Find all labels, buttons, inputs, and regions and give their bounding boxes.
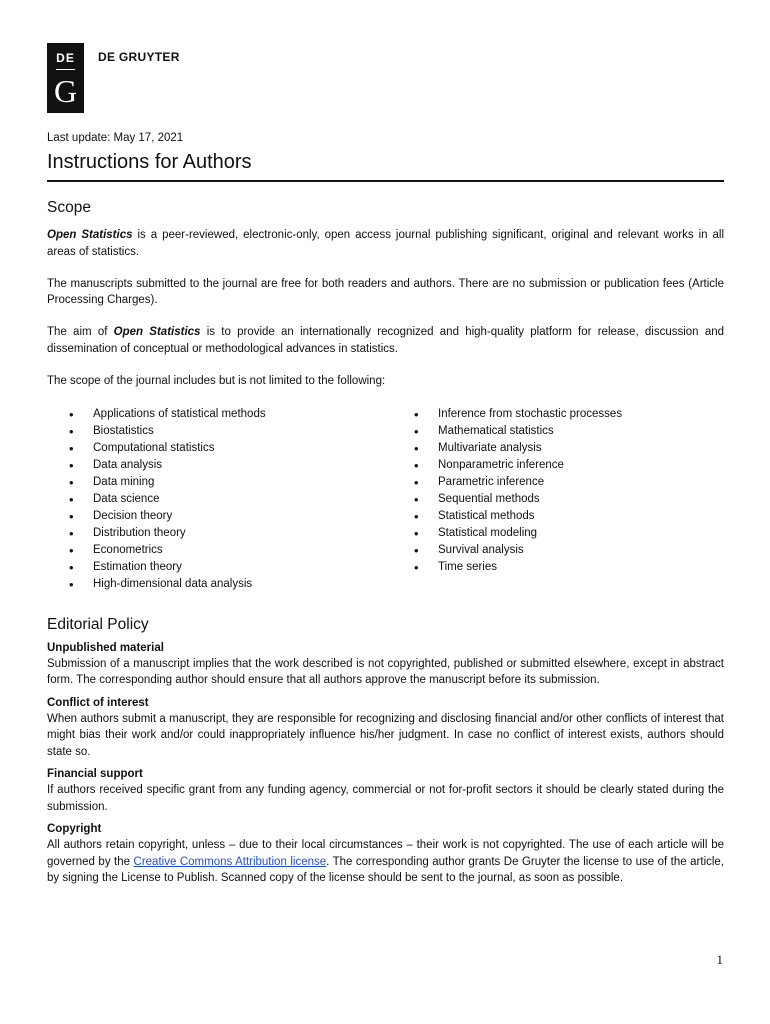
list-item: • Sequential methods [392, 491, 712, 508]
copyright-title: Copyright [47, 823, 102, 836]
copyright-text-pre: All authors retain copyright, unless – due to their local circumstances – their work is not copyrighted. The use of each article will be governed by the [47, 839, 724, 868]
list-item: • Data analysis [47, 457, 392, 474]
list-item: • Estimation theory [47, 559, 392, 576]
financial-support-text: If authors received specific grant from any funding agency, commercial or not for-profit sectors it should be clearly stated during the submission. [47, 784, 724, 813]
scope-paragraph-2: The manuscripts submitted to the journal are free for both readers and authors. There are no submission or publication fees (Article Processing Charges). [47, 277, 724, 306]
unpublished-material-text: Submission of a manuscript implies that the work described is not copyrighted, published or submitted elsewhere, except in abstract form. The corresponding author should ensure that all authors approve the manuscript before its submission. [47, 657, 724, 687]
list-item: • Mathematical statistics [392, 423, 712, 440]
topic-list-right [392, 406, 712, 594]
publisher-logo [47, 43, 84, 113]
document-body [47, 131, 724, 887]
list-item: • Survival analysis [392, 542, 712, 559]
conflict-of-interest-text: When authors submit a manuscript, they are responsible for recognizing and disclosing financial and/or other conflicts of interest that might bias their work and/or could inappropriately influence his/her judgment. In case no conflict of interest exists, authors should state so. [47, 712, 724, 758]
list-item: • Econometrics [47, 542, 392, 559]
list-item: • Computational statistics [47, 440, 392, 457]
list-item: • Data science [47, 491, 392, 508]
list-item: • Decision theory [47, 508, 392, 525]
cc-license-link[interactable]: Creative Commons Attribution license [133, 855, 327, 868]
list-item: • Time series [392, 559, 712, 576]
journal-name: Open Statistics [47, 229, 133, 241]
logo-de-text: DE [56, 51, 75, 65]
last-update: Last update: May 17, 2021 [47, 132, 184, 144]
scope-p3-text: is to provide an internationally recognized and high-quality platform for release, discussion and dissemination of conceptual or methodological advances in statistics. [47, 326, 725, 355]
list-item: • Multivariate analysis [392, 440, 712, 457]
list-item: • High-dimensional data analysis [47, 576, 392, 593]
list-item: • Applications of statistical methods [47, 406, 392, 423]
list-item: • Parametric inference [392, 474, 712, 491]
scope-paragraph-4: The scope of the journal includes but is not limited to the following: [47, 374, 386, 387]
list-item: • Distribution theory [47, 525, 392, 542]
logo-g-letter: G [53, 73, 78, 109]
list-item: • Statistical modeling [392, 525, 712, 542]
scope-p3-pre: The aim of [47, 326, 114, 338]
scope-p1-text: is a peer-reviewed, electronic-only, open access journal publishing significant, original and relevant works in all areas of statistics. [47, 229, 725, 258]
list-item: • Inference from stochastic processes [392, 406, 712, 423]
brand-name: DE GRUYTER [98, 50, 180, 64]
conflict-of-interest-title: Conflict of interest [47, 696, 149, 709]
page-number: 1 [716, 952, 723, 967]
copyright-text [47, 837, 724, 887]
list-item: • Nonparametric inference [392, 457, 712, 474]
list-item: • Biostatistics [47, 423, 392, 440]
topic-list-left [47, 406, 392, 594]
list-item: • Statistical methods [392, 508, 712, 525]
copyright-text-post: . The corresponding author grants De Gruyter the license to use of the article, by signing the License to Publish. Scanned copy of the license should be sent to the journal, as soon as possible. [47, 855, 725, 885]
scope-heading: Scope [47, 199, 91, 216]
scope-topic-lists [47, 406, 724, 594]
scope-paragraph-1 [47, 227, 724, 260]
editorial-policy-heading: Editorial Policy [47, 615, 149, 633]
unpublished-material-title: Unpublished material [47, 641, 164, 654]
journal-name: Open Statistics [113, 326, 201, 338]
scope-paragraph-3 [47, 324, 724, 357]
page-title: Instructions for Authors [47, 149, 724, 182]
list-item: • Data mining [47, 474, 392, 491]
logo-divider [56, 69, 75, 70]
financial-support-title: Financial support [47, 768, 143, 781]
